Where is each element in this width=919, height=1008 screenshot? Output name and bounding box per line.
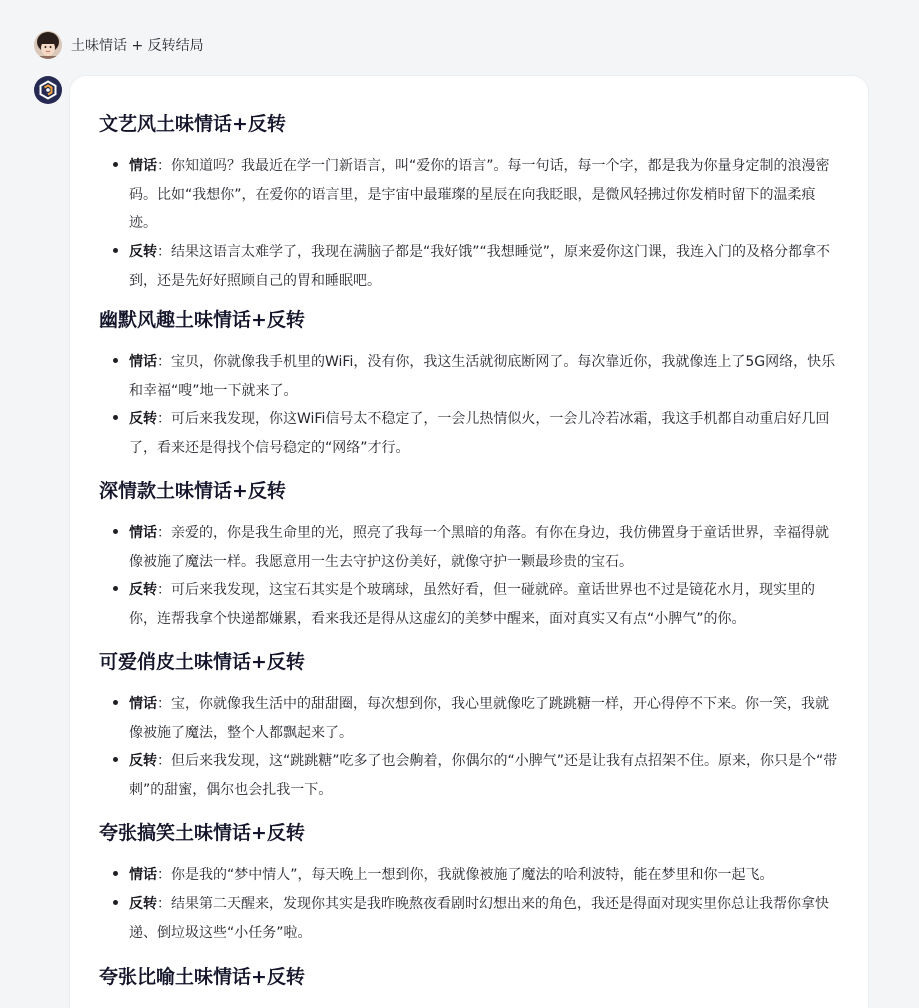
- section-heading: 文艺风土味情话+反转: [99, 113, 286, 135]
- list-item-text: [129, 890, 839, 947]
- section-heading: 可爱俏皮土味情话+反转: [99, 651, 305, 673]
- bullet-dot: [113, 248, 118, 253]
- section-heading: 夸张搞笑土味情话+反转: [99, 822, 305, 844]
- item-label: 情话: [129, 696, 157, 712]
- list-item-text: [129, 747, 839, 804]
- item-body: 宝贝，你就像我手机里的WiFi，没有你，我这生活就彻底断网了。每次靠近你，我就像连上了5G网络，快乐和幸福“嗖”地一下就来了。: [129, 354, 836, 399]
- item-separator: ：: [157, 354, 171, 370]
- item-body: 可后来我发现，你这WiFi信号太不稳定了，一会儿热情似火，一会儿冷若冰霜，我这手机都自动重启好几回了，看来还是得找个信号稳定的“网络”才行。: [129, 411, 830, 456]
- item-body: 亲爱的，你是我生命里的光，照亮了我每一个黑暗的角落。有你在身边，我仿佛置身于童话世界，幸福得就像被施了魔法一样。我愿意用一生去守护这份美好，就像守护一颗最珍贵的宝石。: [129, 525, 829, 570]
- item-separator: ：: [157, 696, 171, 712]
- item-body: 宝，你就像我生活中的甜甜圈，每次想到你，我心里就像吃了跳跳糖一样，开心得停不下来。你一笑，我就像被施了魔法，整个人都飘起来了。: [129, 696, 829, 741]
- item-body: 结果第二天醒来，发现你其实是我昨晚熬夜看剧时幻想出来的角色，我还是得面对现实里你总让我帮你拿快递、倒垃圾这些“小任务”啦。: [129, 896, 829, 941]
- item-body: 但后来我发现，这“跳跳糖”吃多了也会齁着，你偶尔的“小脾气”还是让我有点招架不住。原来，你只是个“带刺”的甜蜜，偶尔也会扎我一下。: [129, 753, 838, 798]
- item-label: 情话: [129, 354, 157, 370]
- bullet-dot: [113, 757, 118, 762]
- bullet-dot: [113, 871, 118, 876]
- item-separator: ：: [157, 158, 171, 174]
- user-message-text: 土味情话 + 反转结局: [71, 38, 204, 54]
- bullet-dot: [113, 529, 118, 534]
- list-item-text: [129, 519, 839, 576]
- list-item-text: [129, 152, 839, 238]
- item-body: 可后来我发现，这宝石其实是个玻璃球，虽然好看，但一碰就碎。童话世界也不过是镜花水月，现实里的你，连帮我拿个快递都嫌累，看来我还是得从这虚幻的美梦中醒来，面对真实又有点“小脾气”的你。: [129, 582, 815, 627]
- section-heading: 夸张比喻土味情话+反转: [99, 966, 305, 988]
- item-separator: ：: [157, 411, 171, 427]
- item-body: 你知道吗？我最近在学一门新语言，叫“爱你的语言”。每一句话，每一个字，都是我为你量身定制的浪漫密码。比如“我想你”，在爱你的语言里，是宇宙中最璀璨的星辰在向我眨眼，是微风轻拂过你发梢时留下的温柔痕迹。: [129, 158, 830, 231]
- item-label: 反转: [129, 753, 157, 769]
- list-item-text: [129, 238, 839, 295]
- user-message-row: [34, 31, 204, 59]
- section-heading: 深情款土味情话+反转: [99, 480, 286, 502]
- bullet-dot: [113, 900, 118, 905]
- item-separator: ：: [157, 896, 171, 912]
- item-label: 情话: [129, 158, 157, 174]
- item-body: 你是我的“梦中情人”，每天晚上一想到你，我就像被施了魔法的哈利波特，能在梦里和你一起飞。: [171, 867, 774, 883]
- item-separator: ：: [157, 753, 171, 769]
- item-label: 反转: [129, 244, 157, 260]
- user-avatar[interactable]: [34, 31, 62, 59]
- bullet-dot: [113, 700, 118, 705]
- item-label: 反转: [129, 582, 157, 598]
- item-separator: ：: [157, 867, 171, 883]
- item-label: 反转: [129, 411, 157, 427]
- item-label: 情话: [129, 525, 157, 541]
- bot-response-card: [70, 76, 868, 1008]
- list-item-text: [129, 690, 839, 747]
- item-label: 情话: [129, 867, 157, 883]
- list-item-text: [129, 405, 839, 462]
- item-separator: ：: [157, 244, 171, 260]
- item-separator: ：: [157, 582, 171, 598]
- bullet-dot: [113, 586, 118, 591]
- bot-logo-icon: [34, 76, 62, 104]
- list-item-text: [129, 576, 839, 633]
- list-item-text: [129, 348, 839, 405]
- item-separator: ：: [157, 525, 171, 541]
- list-item-text: [129, 861, 839, 890]
- section-heading: 幽默风趣土味情话+反转: [99, 309, 305, 331]
- item-label: 反转: [129, 896, 157, 912]
- bullet-dot: [113, 415, 118, 420]
- item-body: 结果这语言太难学了，我现在满脑子都是“我好饿”“我想睡觉”，原来爱你这门课，我连入门的及格分都拿不到，还是先好好照顾自己的胃和睡眠吧。: [129, 244, 831, 289]
- bullet-dot: [113, 358, 118, 363]
- bullet-dot: [113, 162, 118, 167]
